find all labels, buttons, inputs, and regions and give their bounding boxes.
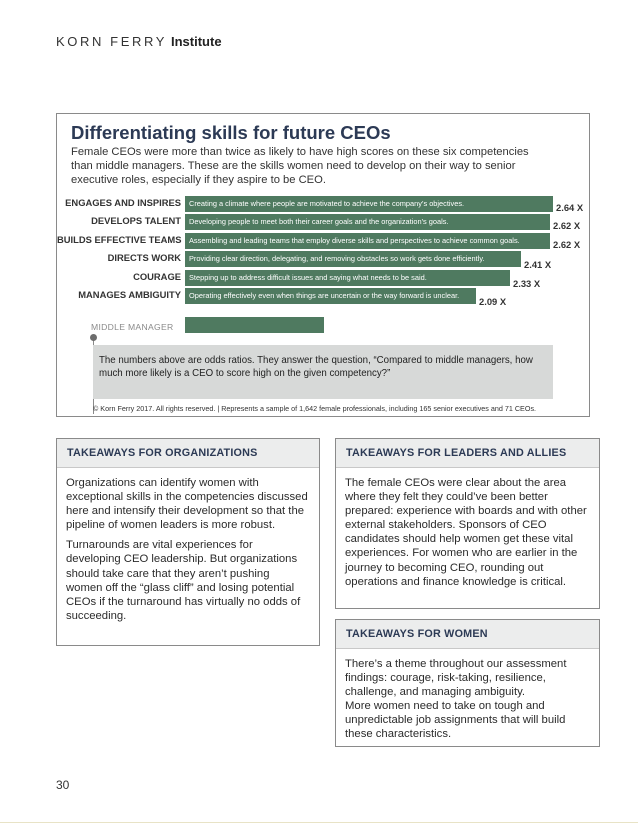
chart-subtitle: Female CEOs were more than twice as likely to have high scores on these six competencies than middle managers. These are the skills women need to develop on their way to senior executive roles, especially if they aspire to be CEO. <box>71 146 529 186</box>
chart-row <box>57 270 591 289</box>
chart-row <box>57 251 591 270</box>
value-label: 2.64 X <box>556 202 584 213</box>
copyright-text: © Korn Ferry 2017. All rights reserved. | Represents a sample of 1,642 female professionals, including 165 senior executives and 71 CEOs. <box>93 404 537 413</box>
card-heading: TAKEAWAYS FOR WOMEN <box>336 620 599 649</box>
card-body <box>57 468 319 623</box>
bar <box>185 270 510 286</box>
bar-description: Creating a climate where people are motivated to achieve the company’s objectives. <box>189 199 465 208</box>
footer-rule <box>0 822 638 823</box>
baseline-bar <box>185 317 324 333</box>
odds-ratio-note <box>93 345 553 399</box>
page-number: 30 <box>56 778 70 792</box>
chart-panel <box>56 113 590 417</box>
bar-description: Assembling and leading teams that employ diverse skills and perspectives to achieve common goals. <box>189 236 520 245</box>
card-paragraph: Organizations can identify women with exceptional skills in the competencies discussed here and intensify their development so that the pipeline of women leaders is more robust. <box>66 477 308 532</box>
category-label: MANAGES AMBIGUITY <box>78 289 181 300</box>
chart-row <box>57 214 591 230</box>
card-paragraph: More women need to take on tough and unpredictable job assignments that will build these characteristics. <box>345 700 566 741</box>
value-label: 2.33 X <box>513 278 541 289</box>
bar <box>185 288 476 304</box>
card-heading: TAKEAWAYS FOR ORGANIZATIONS <box>57 439 319 468</box>
bar-description: Operating effectively even when things are uncertain or the way forward is unclear. <box>189 291 460 300</box>
chart-row <box>57 288 591 307</box>
odds-ratio-note-text: The numbers above are odds ratios. They answer the question, “Compared to middle managers, how much more likely is a CEO to score high on the given competency?” <box>99 355 533 379</box>
chart-row <box>57 233 591 249</box>
bar-description: Stepping up to address difficult issues and saying what needs to be said. <box>189 273 427 282</box>
bar <box>185 251 521 267</box>
chart-title: Differentiating skills for future CEOs <box>71 122 391 143</box>
brand-name: KORN FERRY <box>56 34 167 49</box>
bar-description: Providing clear direction, delegating, and removing obstacles so work gets done efficiently. <box>189 254 485 263</box>
card-heading: TAKEAWAYS FOR LEADERS AND ALLIES <box>336 439 599 468</box>
takeaways-organizations-card <box>56 438 320 646</box>
bar-description: Developing people to meet both their career goals and the organization’s goals. <box>189 217 449 226</box>
category-label: COURAGE <box>133 271 181 282</box>
value-label: 2.62 X <box>553 220 581 231</box>
card-paragraph: Turnarounds are vital experiences for developing CEO leadership. But organizations should take care that they aren’t pushing women off the “glass cliff” and losing potential CEOs if the turnaround has virtually no odds of succeeding. <box>66 539 301 622</box>
chart-row <box>57 196 591 212</box>
bar <box>185 196 553 212</box>
value-label: 2.41 X <box>524 259 552 270</box>
takeaways-leaders-card <box>335 438 600 609</box>
value-label: 2.62 X <box>553 239 581 250</box>
baseline-label: MIDDLE MANAGER <box>91 322 174 332</box>
baseline-dot <box>90 334 97 341</box>
card-body <box>336 468 599 589</box>
takeaways-women-card <box>335 619 600 747</box>
category-label: DEVELOPS TALENT <box>91 215 181 226</box>
category-label: DIRECTS WORK <box>107 252 181 263</box>
card-body <box>336 649 599 742</box>
card-paragraph: The female CEOs were clear about the area where they felt they could’ve been better prepared: experience with boards and with other external stakeholders. Sponsors of CEO candidates should help women get these vital experiences. For women who are earlier in the journey to becoming CEO, rounding out operations and finance knowledge is critical. <box>345 477 587 588</box>
category-label: ENGAGES AND INSPIRES <box>65 197 181 208</box>
category-label: BUILDS EFFECTIVE TEAMS <box>57 234 182 245</box>
bar <box>185 214 550 230</box>
value-label: 2.09 X <box>479 296 507 307</box>
brand-institute: Institute <box>171 34 222 49</box>
brand-logo <box>56 34 222 49</box>
bar <box>185 233 550 249</box>
card-paragraph: There’s a theme throughout our assessment findings: courage, risk-taking, resilience, challenge, and managing ambiguity. <box>345 658 567 699</box>
